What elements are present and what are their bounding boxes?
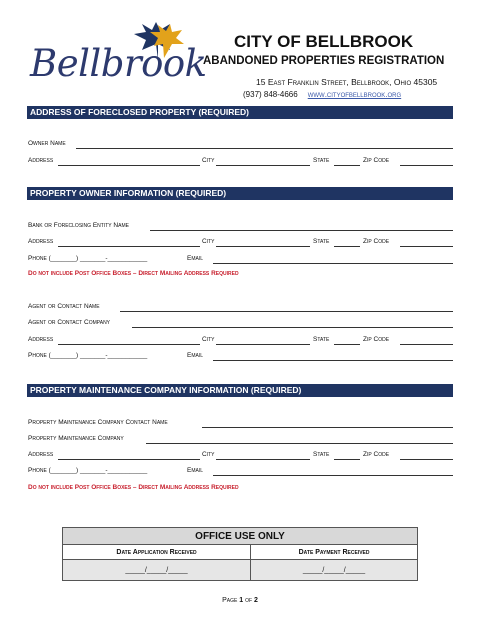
state-field[interactable] — [334, 344, 360, 345]
state-label: State — [313, 451, 330, 458]
date-payment-received-field[interactable]: _____/_____/_____ — [251, 560, 418, 581]
city-label: City — [202, 238, 215, 245]
state-field[interactable] — [334, 459, 360, 460]
owner-name-label: Owner Name — [28, 140, 66, 147]
address-field[interactable] — [58, 459, 200, 460]
section-heading-foreclosed-property: ADDRESS OF FORECLOSED PROPERTY (REQUIRED) — [27, 106, 453, 119]
agent-company-row — [28, 319, 454, 329]
state-label: State — [313, 238, 330, 245]
office-use-table — [62, 527, 418, 581]
address-row — [28, 157, 454, 167]
city-phone: (937) 848-4666 — [243, 90, 298, 99]
email-field[interactable] — [213, 263, 453, 264]
phone-field[interactable]: Phone (_______) _______-___________ — [28, 467, 148, 474]
maint-address-row — [28, 451, 454, 461]
maint-company-label: Property Maintenance Company — [28, 435, 124, 442]
email-field[interactable] — [213, 360, 453, 361]
page-of: of — [245, 597, 253, 604]
bank-entity-row — [28, 222, 454, 232]
owner-name-field[interactable] — [76, 148, 453, 149]
email-field[interactable] — [213, 475, 453, 476]
agent-phone-row — [28, 352, 454, 362]
bank-entity-field[interactable] — [150, 230, 453, 231]
email-label: Email — [187, 467, 204, 474]
address-field[interactable] — [58, 246, 200, 247]
maint-company-field[interactable] — [146, 443, 453, 444]
agent-name-field[interactable] — [120, 311, 453, 312]
agent-name-label: Agent or Contact Name — [28, 303, 100, 310]
city-label: City — [202, 336, 215, 343]
address-label: Address — [28, 336, 54, 343]
email-label: Email — [187, 255, 204, 262]
address-field[interactable] — [58, 165, 200, 166]
zip-label: Zip Code — [363, 157, 390, 164]
page-total: 2 — [254, 597, 258, 604]
page-label: Page — [222, 597, 238, 604]
phone-field[interactable]: Phone (_______) _______-___________ — [28, 255, 148, 262]
state-label: State — [313, 336, 330, 343]
date-application-received-label: Date Application Received — [63, 545, 251, 560]
zip-label: Zip Code — [363, 336, 390, 343]
po-box-warning: Do not include Post Office Boxes – Direct Mailing Address Required — [28, 270, 239, 277]
date-payment-received-label: Date Payment Received — [251, 545, 418, 560]
address-field[interactable] — [58, 344, 200, 345]
zip-field[interactable] — [400, 165, 453, 166]
page-subtitle: ABANDONED PROPERTIES REGISTRATION — [203, 55, 445, 67]
state-field[interactable] — [334, 165, 360, 166]
section-heading-maintenance-company: PROPERTY MAINTENANCE COMPANY INFORMATION (REQUIRED) — [27, 384, 453, 397]
city-field[interactable] — [216, 165, 310, 166]
maint-contact-label: Property Maintenance Company Contact Name — [28, 419, 168, 426]
address-label: Address — [28, 157, 54, 164]
agent-address-row — [28, 336, 454, 346]
zip-field[interactable] — [400, 459, 453, 460]
email-label: Email — [187, 352, 204, 359]
date-application-received-field[interactable]: _____/_____/_____ — [63, 560, 251, 581]
contact-line — [243, 90, 401, 99]
owner-name-row — [28, 140, 454, 150]
agent-name-row — [28, 303, 454, 313]
zip-field[interactable] — [400, 246, 453, 247]
page-number — [0, 597, 480, 604]
bank-entity-label: Bank or Foreclosing Entity Name — [28, 222, 129, 229]
city-field[interactable] — [216, 459, 310, 460]
city-address: 15 East Franklin Street, Bellbrook, Ohio 45305 — [256, 77, 438, 87]
city-field[interactable] — [216, 344, 310, 345]
address-label: Address — [28, 451, 54, 458]
page-title: CITY OF BELLBROOK — [234, 32, 414, 51]
website-link[interactable]: www.cityofbellbrook.org — [307, 90, 402, 99]
address-label: Address — [28, 238, 54, 245]
agent-company-label: Agent or Contact Company — [28, 319, 111, 326]
maint-company-row — [28, 435, 454, 445]
state-label: State — [313, 157, 330, 164]
po-box-warning: Do not include Post Office Boxes – Direct Mailing Address Required — [28, 484, 239, 491]
maint-phone-row — [28, 467, 454, 477]
state-field[interactable] — [334, 246, 360, 247]
zip-label: Zip Code — [363, 451, 390, 458]
agent-company-field[interactable] — [132, 327, 453, 328]
logo-text: Bellbrook — [30, 42, 207, 85]
maint-contact-field[interactable] — [202, 427, 453, 428]
office-use-heading: OFFICE USE ONLY — [63, 528, 418, 545]
city-field[interactable] — [216, 246, 310, 247]
owner-phone-row — [28, 255, 454, 265]
zip-label: Zip Code — [363, 238, 390, 245]
section-heading-property-owner: PROPERTY OWNER INFORMATION (REQUIRED) — [27, 187, 453, 200]
owner-address-row — [28, 238, 454, 248]
zip-field[interactable] — [400, 344, 453, 345]
phone-field[interactable]: Phone (_______) _______-___________ — [28, 352, 148, 359]
city-label: City — [202, 451, 215, 458]
city-label: City — [202, 157, 215, 164]
maint-contact-row — [28, 419, 454, 429]
page-current: 1 — [239, 597, 244, 604]
